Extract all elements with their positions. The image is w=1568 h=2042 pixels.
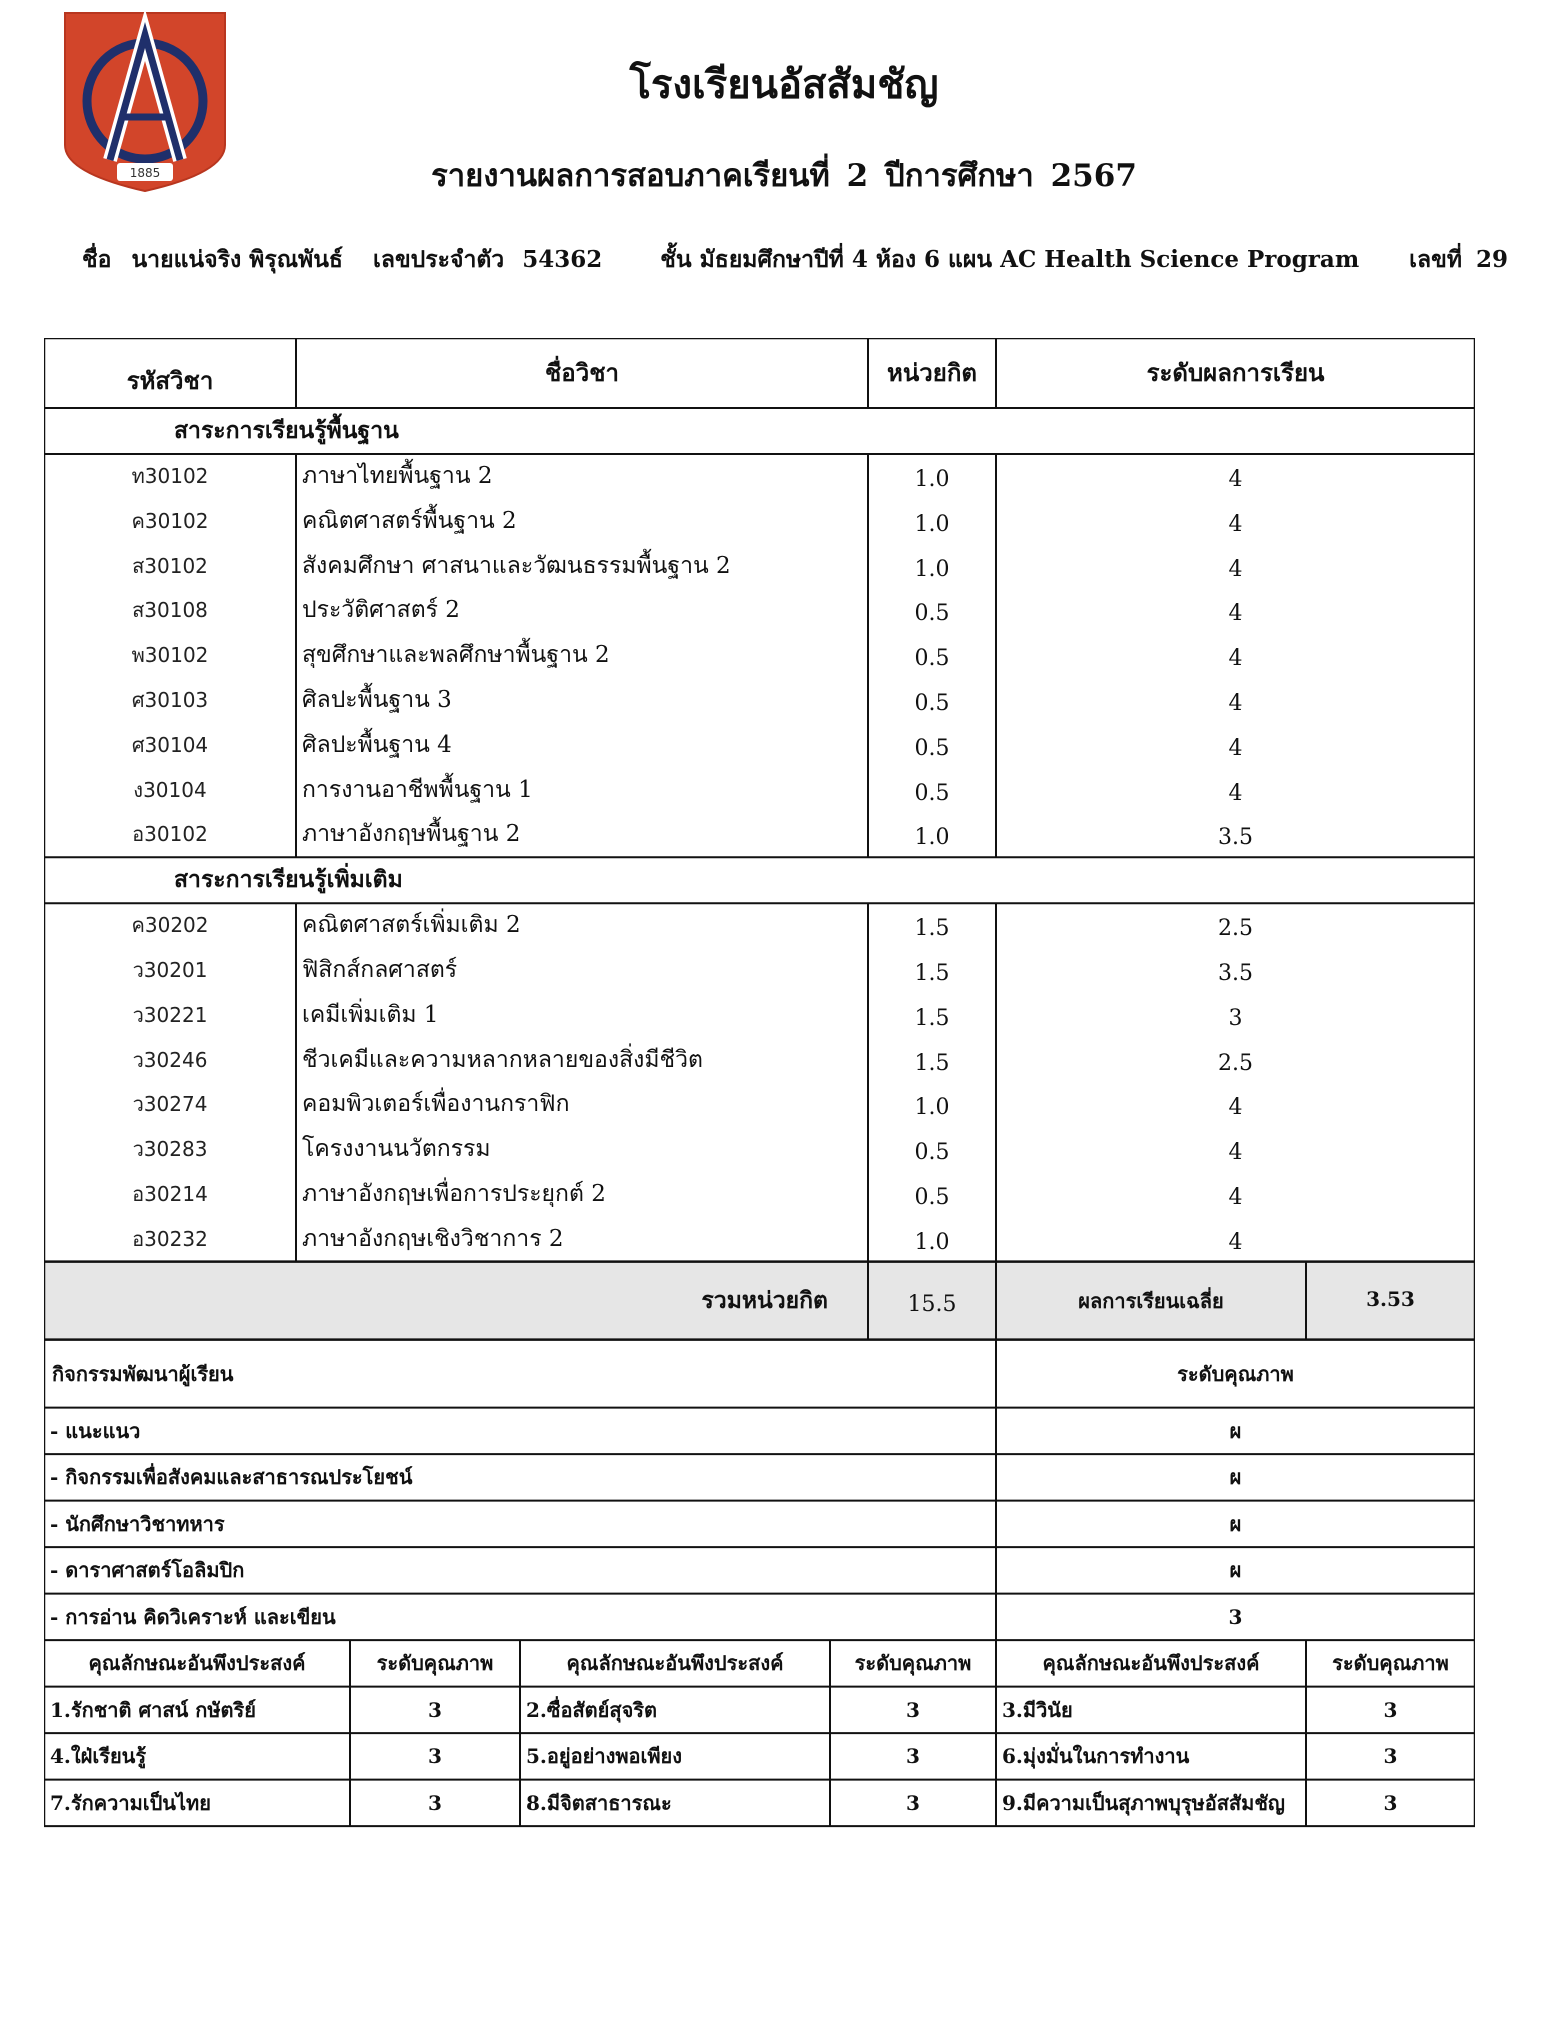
- subject-grade: 4: [1228, 646, 1243, 672]
- subject-credit: 1.0: [914, 511, 950, 537]
- activity-name: - แนะแนว: [50, 1418, 141, 1443]
- section-core-title: สาระการเรียนรู้พื้นฐาน: [174, 417, 399, 444]
- trait-name: 8.มีจิตสาธารณะ: [526, 1790, 672, 1815]
- subject-code: อ30214: [132, 1182, 208, 1206]
- trait-level: 3: [906, 1790, 920, 1815]
- id-label: เลขประจำตัว: [372, 246, 505, 273]
- trait-level: 3: [428, 1744, 442, 1769]
- subject-code: ศ30103: [131, 688, 209, 712]
- activity-name: - การอ่าน คิดวิเคราะห์ และเขียน: [50, 1604, 336, 1629]
- subject-name: ศิลปะพื้นฐาน 4: [302, 731, 452, 758]
- trait-level: 3: [1383, 1744, 1398, 1769]
- subject-grade: 4: [1228, 735, 1243, 761]
- subject-credit: 0.5: [914, 691, 950, 716]
- subject-name: ภาษาอังกฤษเพื่อการประยุกต์ 2: [302, 1181, 606, 1207]
- activity-name: - ดาราศาสตร์โอลิมปิก: [50, 1558, 245, 1583]
- activity-level: ผ: [1229, 1558, 1242, 1583]
- subject-credit: 1.5: [914, 1050, 950, 1076]
- traits-level-header: ระดับคุณภาพ: [376, 1651, 494, 1676]
- subject-code: ศ30104: [131, 732, 209, 757]
- subject-name: ศิลปะพื้นฐาน 3: [302, 687, 452, 713]
- subject-grade: 4: [1228, 1095, 1243, 1121]
- subject-name: ภาษาอังกฤษพื้นฐาน 2: [302, 821, 521, 848]
- grade-report-table: [44, 338, 1475, 1838]
- subject-name: สุขศึกษาและพลศึกษาพื้นฐาน 2: [302, 642, 610, 669]
- subject-grade: 4: [1228, 1140, 1243, 1166]
- name-label: ชื่อ: [82, 246, 112, 273]
- logo-year: 1885: [129, 166, 161, 180]
- subject-name: คณิตศาสตร์เพิ่มเติม 2: [302, 912, 521, 939]
- trait-level: 3: [906, 1744, 920, 1769]
- subject-code: ง30104: [133, 777, 207, 802]
- subject-credit: 1.5: [914, 961, 950, 986]
- school-name: โรงเรียนอัสสัมชัญ: [629, 61, 939, 108]
- activities-header: กิจกรรมพัฒนาผู้เรียน: [52, 1361, 234, 1386]
- subject-name: เคมีเพิ่มเติม 1: [302, 1001, 439, 1028]
- subject-credit: 1.0: [914, 467, 950, 492]
- subject-credit: 1.0: [914, 1229, 950, 1255]
- subject-credit: 0.5: [914, 780, 950, 806]
- subject-grade: 3: [1228, 1005, 1243, 1031]
- subject-grade: 2.5: [1218, 1050, 1253, 1076]
- subject-grade: 4: [1228, 556, 1243, 582]
- trait-name: 9.มีความเป็นสุภาพบุรุษอัสสัมชัญ: [1002, 1790, 1285, 1815]
- subject-credit: 0.5: [914, 646, 950, 672]
- subject-code: ว30246: [132, 1047, 208, 1072]
- subject-code: ค30102: [131, 508, 209, 533]
- subject-credit: 1.5: [914, 1005, 950, 1031]
- subject-code: อ30102: [132, 822, 208, 847]
- header-grade: ระดับผลการเรียน: [1146, 358, 1325, 387]
- activity-level: ผ: [1229, 1465, 1242, 1490]
- header-name: ชื่อวิชา: [545, 358, 619, 387]
- subject-credit: 1.0: [914, 556, 950, 582]
- subject-code: ค30202: [131, 913, 209, 938]
- subject-grade: 2.5: [1218, 916, 1253, 942]
- traits-header: คุณลักษณะอันพึงประสงค์: [566, 1651, 784, 1676]
- header-code: รหัสวิชา: [126, 366, 214, 395]
- gpa-label: ผลการเรียนเฉลี่ย: [1078, 1288, 1224, 1313]
- student-id: 54362: [522, 246, 603, 273]
- trait-level: 3: [428, 1790, 442, 1815]
- trait-level: 3: [1383, 1790, 1398, 1815]
- subject-grade: 4: [1228, 780, 1243, 806]
- subject-code: พ30102: [131, 643, 209, 668]
- trait-level: 3: [428, 1697, 442, 1722]
- total-credit: 15.5: [907, 1291, 957, 1317]
- trait-name: 1.รักชาติ ศาสน์ กษัตริย์: [50, 1697, 256, 1722]
- subject-name: ภาษาอังกฤษเชิงวิชาการ 2: [302, 1225, 564, 1252]
- subject-credit: 1.0: [914, 825, 950, 851]
- number-label: เลขที่: [1409, 246, 1463, 273]
- trait-level: 3: [906, 1697, 920, 1722]
- trait-level: 3: [1383, 1697, 1398, 1722]
- trait-name: 2.ซื่อสัตย์สุจริต: [526, 1697, 658, 1722]
- activities-level-header: ระดับคุณภาพ: [1177, 1361, 1294, 1386]
- subject-name: คณิตศาสตร์พื้นฐาน 2: [302, 507, 517, 534]
- subject-grade: 3.5: [1218, 825, 1253, 851]
- subject-grade: 4: [1228, 511, 1243, 537]
- subject-name: การงานอาชีพพื้นฐาน 1: [302, 776, 533, 803]
- subject-code: ท30102: [131, 464, 209, 488]
- subject-grade: 4: [1228, 691, 1243, 716]
- total-credit-label: รวมหน่วยกิต: [701, 1286, 828, 1314]
- subject-code: ส30102: [132, 553, 208, 578]
- class-info: ชั้น มัธยมศึกษาปีที่ 4 ห้อง 6 แผน AC Health Science Program: [660, 246, 1360, 273]
- trait-name: 4.ใฝ่เรียนรู้: [50, 1744, 147, 1769]
- subject-grade: 4: [1228, 1185, 1243, 1210]
- subject-credit: 0.5: [914, 1140, 950, 1166]
- student-number: 29: [1476, 246, 1509, 273]
- subject-code: ว30201: [132, 958, 208, 982]
- traits-header: คุณลักษณะอันพึงประสงค์: [88, 1651, 306, 1676]
- header-credit: หน่วยกิต: [887, 358, 977, 387]
- activity-name: - นักศึกษาวิชาทหาร: [50, 1511, 225, 1536]
- subject-code: อ30232: [132, 1226, 208, 1251]
- activity-name: - กิจกรรมเพื่อสังคมและสาธารณประโยชน์: [50, 1465, 413, 1490]
- subject-name: สังคมศึกษา ศาสนาและวัฒนธรรมพื้นฐาน 2: [302, 552, 731, 579]
- subject-name: โครงงานนวัตกรรม: [302, 1136, 491, 1163]
- trait-name: 6.มุ่งมั่นในการทำงาน: [1002, 1744, 1190, 1769]
- gpa-value: 3.53: [1366, 1286, 1415, 1311]
- subject-code: ว30274: [132, 1092, 208, 1117]
- student-info: [82, 242, 1508, 278]
- subject-grade: 3.5: [1218, 961, 1253, 986]
- subject-name: คอมพิวเตอร์เพื่องานกราฟิก: [302, 1091, 570, 1118]
- student-name: นายแน่จริง พิรุณพันธ์: [131, 246, 343, 273]
- subject-name: ชีวเคมีและความหลากหลายของสิ่งมีชีวิต: [302, 1046, 703, 1073]
- traits-level-header: ระดับคุณภาพ: [854, 1651, 972, 1676]
- trait-name: 3.มีวินัย: [1002, 1697, 1073, 1722]
- section-extra-title: สาระการเรียนรู้เพิ่มเติม: [174, 866, 403, 894]
- trait-name: 5.อยู่อย่างพอเพียง: [526, 1744, 683, 1769]
- subject-credit: 1.5: [914, 916, 950, 942]
- subject-code: ว30283: [132, 1137, 208, 1162]
- traits-header: คุณลักษณะอันพึงประสงค์: [1042, 1651, 1260, 1676]
- subject-code: ส30108: [132, 598, 208, 623]
- subject-grade: 4: [1228, 467, 1243, 492]
- trait-name: 7.รักความเป็นไทย: [50, 1790, 211, 1815]
- subject-credit: 1.0: [914, 1095, 950, 1121]
- subject-credit: 0.5: [914, 735, 950, 761]
- subject-grade: 4: [1228, 1229, 1243, 1255]
- subject-credit: 0.5: [914, 601, 950, 627]
- subject-name: ฟิสิกส์กลศาสตร์: [302, 957, 458, 983]
- subject-name: ภาษาไทยพื้นฐาน 2: [302, 463, 493, 489]
- traits-level-header: ระดับคุณภาพ: [1332, 1651, 1449, 1676]
- subject-credit: 0.5: [914, 1185, 950, 1210]
- subject-code: ว30221: [132, 1002, 208, 1027]
- subject-name: ประวัติศาสตร์ 2: [302, 597, 460, 624]
- report-title: รายงานผลการสอบภาคเรียนที่ 2 ปีการศึกษา 2567: [431, 158, 1137, 194]
- activity-level: 3: [1228, 1604, 1243, 1629]
- activity-level: ผ: [1229, 1418, 1242, 1443]
- activity-level: ผ: [1229, 1511, 1242, 1536]
- subject-grade: 4: [1228, 601, 1243, 627]
